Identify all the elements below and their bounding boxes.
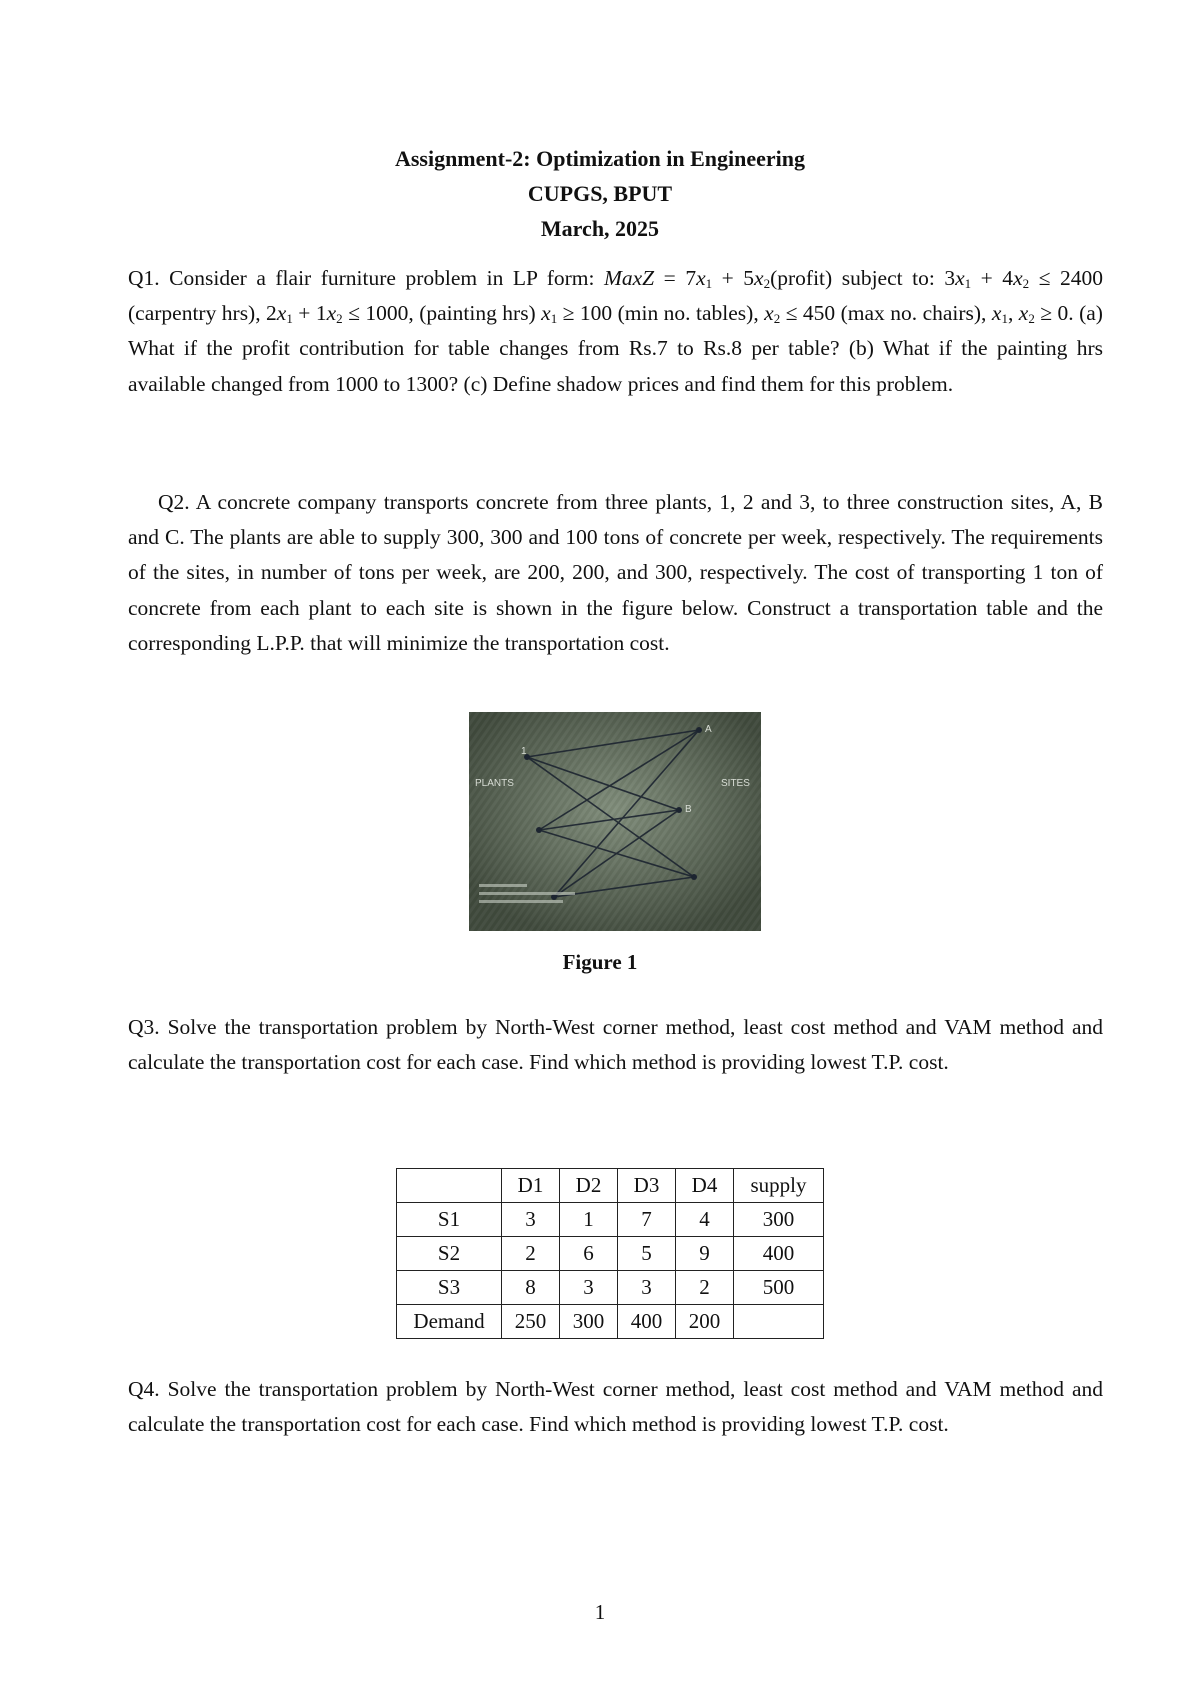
table-cell: S3 xyxy=(397,1271,502,1305)
table-cell: 2 xyxy=(676,1271,734,1305)
table-cell: supply xyxy=(734,1169,824,1203)
table-cell: 300 xyxy=(734,1203,824,1237)
network-diagram xyxy=(469,712,761,931)
table-cell: D1 xyxy=(502,1169,560,1203)
institution-name: CUPGS, BPUT xyxy=(527,181,673,206)
table-cell: 8 xyxy=(502,1271,560,1305)
site-b-label: B xyxy=(685,804,692,815)
table-cell: 400 xyxy=(734,1237,824,1271)
table-cell: 400 xyxy=(618,1305,676,1339)
table-cell: D2 xyxy=(560,1169,618,1203)
table-cell: 9 xyxy=(676,1237,734,1271)
table-row xyxy=(397,1237,824,1271)
assignment-title: Assignment-2: Optimization in Engineering xyxy=(394,146,806,171)
transport-network-photo xyxy=(469,712,761,931)
table-cell: 4 xyxy=(676,1203,734,1237)
transportation-table xyxy=(396,1168,824,1339)
table-cell: 3 xyxy=(560,1271,618,1305)
table-row xyxy=(397,1203,824,1237)
table-cell: D3 xyxy=(618,1169,676,1203)
site-a-label: A xyxy=(705,724,712,735)
page-number: 1 xyxy=(594,1600,606,1624)
figure-caption: Figure 1 xyxy=(562,950,638,974)
table-row xyxy=(397,1271,824,1305)
question-3: Q3. Solve the transportation problem by North-West corner method, least cost method and VAM method and calculate the transportation cost for each case. Find which method is providing lowest T.P. cost. xyxy=(128,1015,1103,1075)
table-cell: 200 xyxy=(676,1305,734,1339)
table-cell: 1 xyxy=(560,1203,618,1237)
assignment-date: March, 2025 xyxy=(540,216,660,241)
table-cell: 7 xyxy=(618,1203,676,1237)
table-cell: 500 xyxy=(734,1271,824,1305)
table-cell: 3 xyxy=(618,1271,676,1305)
plant-1-label: 1 xyxy=(521,746,527,757)
plants-label: PLANTS xyxy=(475,778,514,789)
table-cell: 300 xyxy=(560,1305,618,1339)
table-header-row xyxy=(397,1169,824,1203)
table-cell: Demand xyxy=(397,1305,502,1339)
question-4: Q4. Solve the transportation problem by North-West corner method, least cost method and VAM method and calculate the transportation cost for each case. Find which method is providing lowest T.P. cost. xyxy=(128,1377,1103,1437)
table-cell: 3 xyxy=(502,1203,560,1237)
table-cell: S2 xyxy=(397,1237,502,1271)
table-cell: 5 xyxy=(618,1237,676,1271)
table-cell: S1 xyxy=(397,1203,502,1237)
table-cell xyxy=(397,1169,502,1203)
table-cell: D4 xyxy=(676,1169,734,1203)
question-2: Q2. A concrete company transports concrete from three plants, 1, 2 and 3, to three construction sites, A, B and C. The plants are able to supply 300, 300 and 100 tons of concrete per week, respectively. The requirements of the sites, in number of tons per week, are 200, 200, and 300, respectively. The cost of transporting 1 ton of concrete from each plant to each site is shown in the figure below. Construct a transportation table and the corresponding L.P.P. that will minimize the transportation cost. xyxy=(128,490,1103,655)
question-1: Q1. Consider a flair furniture problem in LP form: MaxZ = $7x_1$ + $5x_2(profit)$ subject to: $3x_1 + 4x_2 \le 2400$ (carpentry hrs), $2x_1 + 1x_2 \le 1000$, (painting hrs) $x_1 \ge 100$ (min no. tables), $x_2 \le 450$ (max no. chairs), $x_1$, $x_2 \ge 0$. (a) What if the profit contribution for table changes from Rs.7 to Rs.8 per table? (b) What if the painting hrs available changed from 1000 to 1300? (c) Define shadow prices and find them for this problem. xyxy=(128,266,1103,396)
table-row xyxy=(397,1305,824,1339)
table-cell xyxy=(734,1305,824,1339)
table-cell: 6 xyxy=(560,1237,618,1271)
table-cell: 250 xyxy=(502,1305,560,1339)
table-cell: 2 xyxy=(502,1237,560,1271)
sites-label: SITES xyxy=(721,778,750,789)
